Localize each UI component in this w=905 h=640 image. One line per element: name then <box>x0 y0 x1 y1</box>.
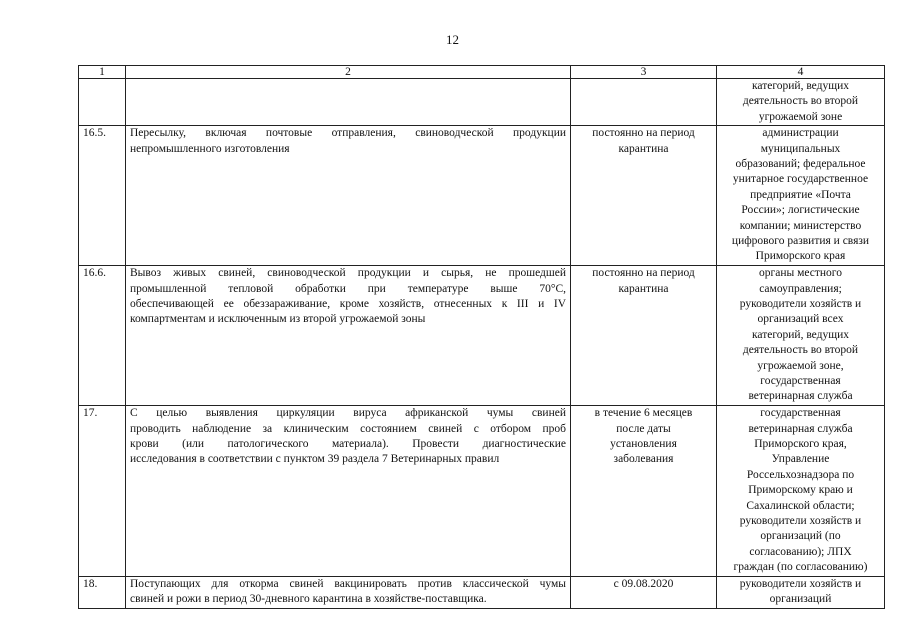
period-cell-line: постоянно на период <box>592 127 695 140</box>
responsible-cell <box>717 79 885 126</box>
page-number: 12 <box>446 32 459 47</box>
measure-text <box>126 576 571 608</box>
responsible-cell-line: цифрового развития и связи <box>731 235 870 248</box>
responsible-cell-line: России»; логистические <box>741 204 860 217</box>
item-number <box>79 79 126 126</box>
measure-text-line: С целью выявления циркуляции вируса африканской чумы свиней <box>130 407 566 420</box>
responsible-cell-line: деятельность во второй <box>742 344 859 357</box>
responsible-cell-line: администрации <box>762 127 839 140</box>
responsible-cell-line: согласованию); ЛПХ <box>749 545 852 558</box>
period-cell-line: с 09.08.2020 <box>613 577 674 590</box>
responsible-cell-line: государственная <box>760 407 841 420</box>
table-row <box>79 266 885 406</box>
responsible-cell-line: образований; федеральное <box>735 158 866 171</box>
responsible-cell-line: организаций всех <box>757 313 844 326</box>
header-cell: 2 <box>126 66 571 79</box>
responsible-cell-line: государственная <box>760 375 841 388</box>
responsible-cell-line: Сахалинской области; <box>746 499 855 512</box>
responsible-cell-line: граждан (по согласованию) <box>733 561 868 574</box>
item-number: 16.5. <box>79 126 126 266</box>
responsible-cell-line: предприятие «Почта <box>750 188 851 201</box>
responsible-cell-line: ветеринарная служба <box>748 390 853 403</box>
table-header-row <box>79 66 885 79</box>
period-cell-line: заболевания <box>613 453 674 466</box>
responsible-cell-line: органы местного <box>759 267 842 280</box>
responsible-cell-line: Приморскому краю и <box>748 484 853 497</box>
period-cell-line: после даты <box>616 422 671 435</box>
responsible-cell-line: категорий, ведущих <box>751 328 849 341</box>
responsible-cell <box>717 406 885 576</box>
responsible-cell-line: категорий, ведущих <box>751 80 849 92</box>
table-row <box>79 79 885 126</box>
period-cell-line: карантина <box>618 142 669 155</box>
measure-text-line: Вывоз живых свиней, свиноводческой продукции и сырья, не прошедшей <box>130 267 566 280</box>
period-cell-line: постоянно на период <box>592 267 695 280</box>
table-row <box>79 576 885 608</box>
responsible-cell <box>717 266 885 406</box>
measure-text-line: исследования в соответствии с пунктом 39 раздела 7 Ветеринарных правил <box>130 453 500 466</box>
measure-text-line: непромышленного изготовления <box>130 142 290 155</box>
responsible-cell-line: организаций (по <box>760 530 841 543</box>
responsible-cell-line: Россельхознадзора по <box>746 468 855 481</box>
measure-text-line: Поступающих для откорма свиней вакцинировать против классической чумы <box>130 577 566 590</box>
responsible-cell <box>717 576 885 608</box>
period-cell <box>571 79 717 126</box>
measure-text-line: обеспечивающей ее обеззараживание, кроме хозяйств, отнесенных к III и IV <box>130 298 566 311</box>
period-cell <box>571 576 717 608</box>
period-cell-line: в течение 6 месяцев <box>594 407 693 420</box>
responsible-cell-line: компании; министерство <box>739 219 862 232</box>
measure-text-line: промышленной тепловой обработки при температуре выше 70°С, <box>130 282 566 295</box>
period-cell <box>571 126 717 266</box>
measure-text-line: Пересылку, включая почтовые отправления, свиноводческой продукции <box>130 127 566 140</box>
responsible-cell-line: деятельность во второй <box>742 95 859 108</box>
measure-text <box>126 79 571 126</box>
responsible-cell-line: руководители хозяйств и <box>739 515 862 528</box>
measure-text-line: свиней и рожи в период 30-дневного карантина в хозяйстве-поставщика. <box>130 592 487 605</box>
responsible-cell-line: самоуправления; <box>759 282 842 295</box>
measure-text <box>126 266 571 406</box>
header-cell: 3 <box>571 66 717 79</box>
period-cell-line: карантина <box>618 282 669 295</box>
responsible-cell-line: Управление <box>771 453 830 466</box>
responsible-cell-line: Приморского края, <box>754 438 847 451</box>
table-row <box>79 126 885 266</box>
measure-text-line: проводить наблюдение за клиническим состоянием свиней с отбором проб <box>130 422 566 435</box>
period-cell-line: установления <box>610 438 677 451</box>
header-cell: 4 <box>717 66 885 79</box>
responsible-cell-line: Приморского края <box>755 250 846 263</box>
item-number: 18. <box>79 576 126 608</box>
measure-text-line: крови (или патологического материала). Провести диагностические <box>130 438 566 451</box>
header-cell: 1 <box>79 66 126 79</box>
item-number: 17. <box>79 406 126 576</box>
period-cell <box>571 266 717 406</box>
responsible-cell-line: руководители хозяйств и <box>739 298 862 311</box>
responsible-cell-line: угрожаемой зоне <box>758 110 843 123</box>
responsible-cell-line: руководители хозяйств и <box>739 577 862 590</box>
responsible-cell <box>717 126 885 266</box>
measures-table <box>78 65 885 609</box>
item-number: 16.6. <box>79 266 126 406</box>
responsible-cell-line: ветеринарная служба <box>748 422 853 435</box>
measure-text-line: компартментам и исключенным из второй угрожаемой зоны <box>130 313 426 326</box>
measure-text <box>126 126 571 266</box>
table-row <box>79 406 885 576</box>
responsible-cell-line: унитарное государственное <box>732 173 869 186</box>
responsible-cell-line: муниципальных <box>760 142 841 155</box>
responsible-cell-line: организаций <box>769 592 832 605</box>
responsible-cell-line: угрожаемой зоне, <box>757 359 844 372</box>
period-cell <box>571 406 717 576</box>
measure-text <box>126 406 571 576</box>
